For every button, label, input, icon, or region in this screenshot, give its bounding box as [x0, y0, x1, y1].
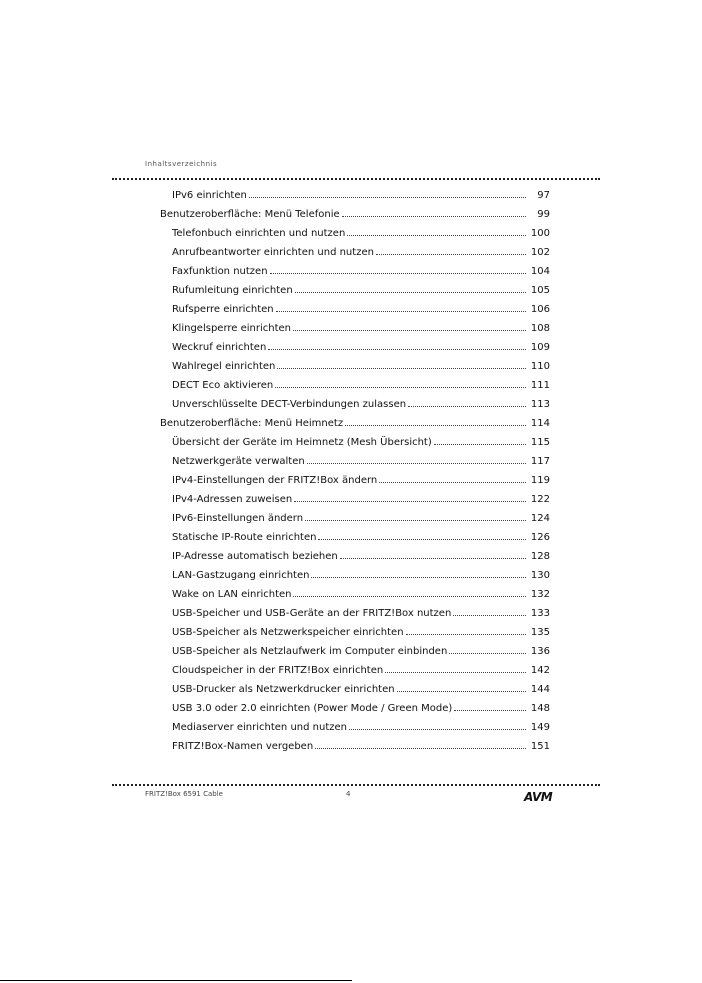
- toc-dot-leader: [293, 330, 526, 331]
- toc-entry-page: 110: [530, 361, 550, 372]
- toc-entry: [160, 205, 550, 224]
- toc-entry: [160, 433, 550, 452]
- toc-entry-page: 109: [530, 342, 550, 353]
- toc-entry-page: 135: [530, 627, 550, 638]
- toc-entry: [160, 452, 550, 471]
- toc-entry-title: IP-Adresse automatisch beziehen: [172, 551, 338, 562]
- toc-dot-leader: [307, 463, 526, 464]
- toc-entry-title: Benutzeroberfläche: Menü Heimnetz: [160, 418, 344, 429]
- toc-entry-page: 115: [530, 437, 550, 448]
- toc-entry: [160, 547, 550, 566]
- toc-dot-leader: [293, 596, 526, 597]
- toc-entry-page: 130: [530, 570, 550, 581]
- toc-entry-title: USB-Drucker als Netzwerkdrucker einrichten: [172, 684, 395, 695]
- toc-entry-title: Cloudspeicher in der FRITZ!Box einrichten: [172, 665, 384, 676]
- footer-page-number: 4: [346, 790, 351, 798]
- scan-edge-line: [0, 980, 352, 981]
- toc-entry-title: Mediaserver einrichten und nutzen: [172, 722, 347, 733]
- toc-dot-leader: [397, 691, 526, 692]
- toc-entry: [160, 509, 550, 528]
- toc-entry: [160, 604, 550, 623]
- footer-product-name: FRITZ!Box 6591 Cable: [145, 790, 223, 798]
- toc-entry: [160, 300, 550, 319]
- toc-entry-page: 136: [530, 646, 550, 657]
- toc-entry-page: 108: [530, 323, 550, 334]
- toc-entry-title: Benutzeroberfläche: Menü Telefonie: [160, 209, 340, 220]
- toc-dot-leader: [340, 558, 526, 559]
- toc-dot-leader: [406, 634, 526, 635]
- toc-entry-page: 111: [530, 380, 550, 391]
- toc-dot-leader: [249, 197, 526, 198]
- toc-entry-title: IPv6-Einstellungen ändern: [172, 513, 304, 524]
- toc-dot-leader: [294, 501, 526, 502]
- toc-entry-title: Faxfunktion nutzen: [172, 266, 268, 277]
- toc-entry-title: LAN-Gastzugang einrichten: [172, 570, 310, 581]
- toc-entry-page: 151: [530, 741, 550, 752]
- toc-entry-page: 128: [530, 551, 550, 562]
- toc-entry: [160, 623, 550, 642]
- toc-entry-title: Telefonbuch einrichten und nutzen: [172, 228, 346, 239]
- toc-entry-title: Statische IP-Route einrichten: [172, 532, 317, 543]
- toc-entry: [160, 319, 550, 338]
- toc-dot-leader: [268, 349, 526, 350]
- toc-entry-page: 102: [530, 247, 550, 258]
- toc-entry-page: 117: [530, 456, 550, 467]
- toc-entry-page: 105: [530, 285, 550, 296]
- toc-entry-title: Klingelsperre einrichten: [172, 323, 292, 334]
- toc-entry-title: Rufumleitung einrichten: [172, 285, 293, 296]
- toc-entry: [160, 661, 550, 680]
- toc-entry-page: 122: [530, 494, 550, 505]
- toc-entry-title: USB-Speicher und USB-Geräte an der FRITZ!Box nutzen: [172, 608, 452, 619]
- toc-entry-title: Netzwerkgeräte verwalten: [172, 456, 305, 467]
- toc-entry-page: 126: [530, 532, 550, 543]
- toc-entry-title: FRITZ!Box-Namen vergeben: [172, 741, 314, 752]
- toc-dot-leader: [315, 748, 526, 749]
- running-header: Inhaltsverzeichnis: [145, 160, 218, 168]
- header-divider: [112, 178, 600, 180]
- toc-entry-page: 104: [530, 266, 550, 277]
- toc-dot-leader: [376, 254, 526, 255]
- toc-entry-page: 148: [530, 703, 550, 714]
- toc-dot-leader: [408, 406, 526, 407]
- toc-entry-page: 99: [537, 209, 550, 220]
- toc-entry-title: Rufsperre einrichten: [172, 304, 274, 315]
- toc-entry-title: IPv4-Einstellungen der FRITZ!Box ändern: [172, 475, 378, 486]
- toc-dot-leader: [347, 235, 526, 236]
- toc-dot-leader: [349, 729, 526, 730]
- toc-entry-page: 114: [530, 418, 550, 429]
- toc-entry-page: 100: [530, 228, 550, 239]
- toc-entry-page: 149: [530, 722, 550, 733]
- toc-dot-leader: [385, 672, 526, 673]
- toc-dot-leader: [453, 615, 526, 616]
- toc-entry: [160, 566, 550, 585]
- toc-entry-page: 124: [530, 513, 550, 524]
- toc-entry-page: 113: [530, 399, 550, 410]
- toc-dot-leader: [345, 425, 526, 426]
- toc-dot-leader: [454, 710, 526, 711]
- toc-dot-leader: [379, 482, 526, 483]
- toc-dot-leader: [342, 216, 526, 217]
- toc-entry: [160, 414, 550, 433]
- toc-entry: [160, 281, 550, 300]
- toc-dot-leader: [277, 368, 526, 369]
- toc-dot-leader: [318, 539, 526, 540]
- toc-entry-title: Weckruf einrichten: [172, 342, 267, 353]
- toc-entry: [160, 490, 550, 509]
- toc-entry: [160, 395, 550, 414]
- toc-entry: [160, 224, 550, 243]
- toc-dot-leader: [276, 311, 526, 312]
- toc-entry: [160, 737, 550, 756]
- toc-entry: [160, 718, 550, 737]
- toc-entry-title: USB-Speicher als Netzwerkspeicher einrichten: [172, 627, 404, 638]
- toc-entry-title: Wake on LAN einrichten: [172, 589, 292, 600]
- toc-entry-page: 144: [530, 684, 550, 695]
- toc-entry-title: DECT Eco aktivieren: [172, 380, 274, 391]
- toc-dot-leader: [305, 520, 526, 521]
- toc-dot-leader: [311, 577, 526, 578]
- toc-entry: [160, 376, 550, 395]
- toc-entry-title: Unverschlüsselte DECT-Verbindungen zulassen: [172, 399, 407, 410]
- toc-entry-title: USB-Speicher als Netzlaufwerk im Computer einbinden: [172, 646, 448, 657]
- toc-entry-title: IPv6 einrichten: [172, 190, 247, 201]
- avm-logo: AVM: [524, 790, 553, 804]
- toc-dot-leader: [270, 273, 526, 274]
- toc-entry-page: 133: [530, 608, 550, 619]
- toc-entry: [160, 642, 550, 661]
- toc-dot-leader: [295, 292, 526, 293]
- toc-dot-leader: [449, 653, 526, 654]
- toc-entry-page: 132: [530, 589, 550, 600]
- toc-entry-title: Wahlregel einrichten: [172, 361, 276, 372]
- toc-entry: [160, 338, 550, 357]
- toc-entry-page: 106: [530, 304, 550, 315]
- toc-entry: [160, 680, 550, 699]
- toc-dot-leader: [434, 444, 526, 445]
- toc-entry: [160, 243, 550, 262]
- toc-dot-leader: [275, 387, 526, 388]
- toc-entry-page: 119: [530, 475, 550, 486]
- toc-entry-page: 142: [530, 665, 550, 676]
- toc-entry-title: Übersicht der Geräte im Heimnetz (Mesh Übersicht): [172, 437, 432, 448]
- toc-entry: [160, 585, 550, 604]
- toc-entry: [160, 528, 550, 547]
- toc-entry: [160, 699, 550, 718]
- toc-entry: [160, 186, 550, 205]
- toc-entry-title: Anrufbeantworter einrichten und nutzen: [172, 247, 374, 258]
- toc-entry-title: USB 3.0 oder 2.0 einrichten (Power Mode / Green Mode): [172, 703, 453, 714]
- toc-entry-page: 97: [537, 190, 550, 201]
- footer-divider: [112, 784, 600, 786]
- toc-entry: [160, 357, 550, 376]
- toc-entry: [160, 262, 550, 281]
- table-of-contents: [160, 186, 550, 756]
- toc-entry: [160, 471, 550, 490]
- toc-entry-title: IPv4-Adressen zuweisen: [172, 494, 293, 505]
